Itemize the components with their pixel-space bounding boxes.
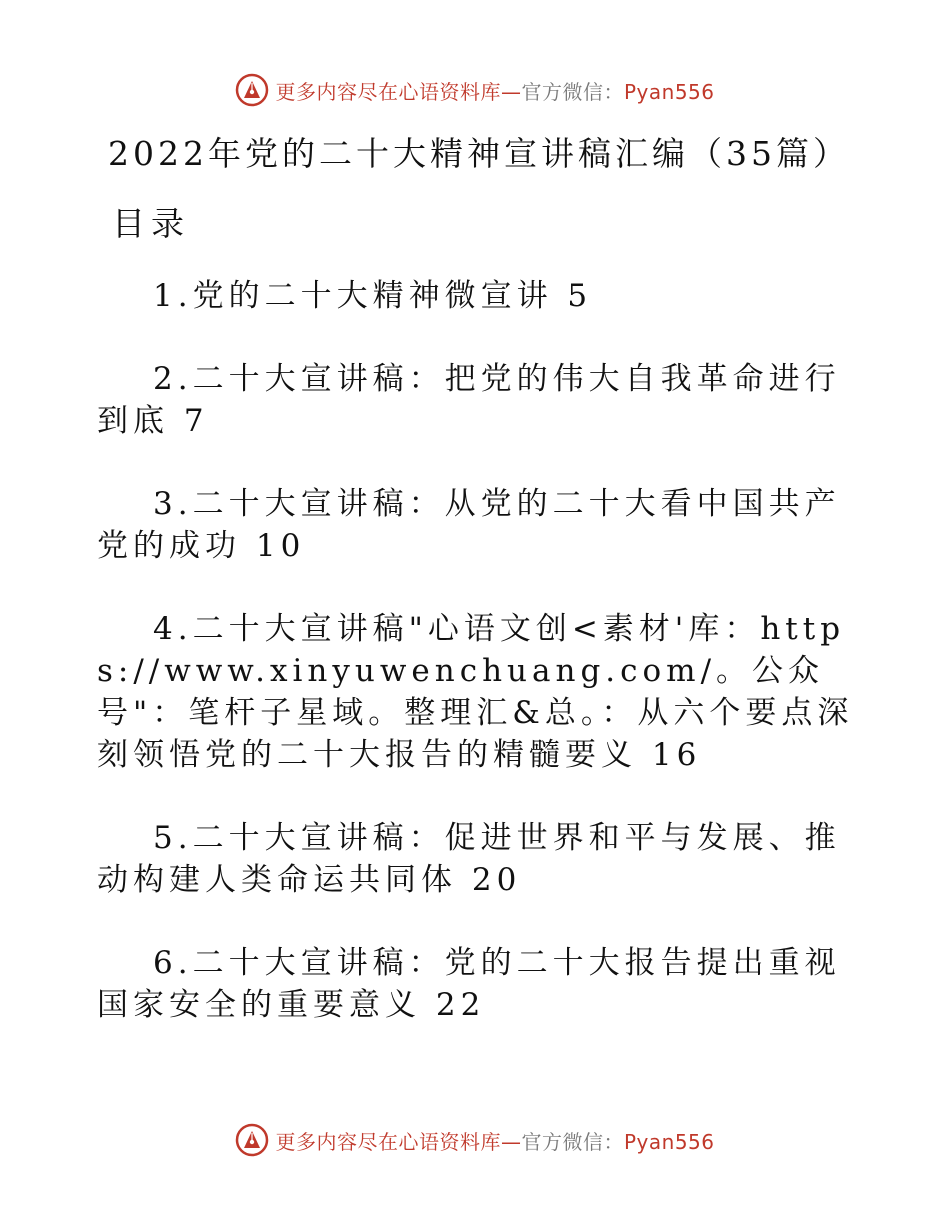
watermark-banner-top bbox=[0, 70, 950, 110]
toc-item-2[interactable]: 2.二十大宣讲稿：把党的伟大自我革命进行到底 7 bbox=[97, 361, 841, 439]
watermark-dash: — bbox=[500, 79, 522, 104]
watermark-wechat-id: Pyan556 bbox=[623, 1129, 715, 1154]
watermark-wechat-label: 官方微信： bbox=[521, 1129, 624, 1154]
toc-item-5[interactable]: 5.二十大宣讲稿：促进世界和平与发展、推动构建人类命运共同体 20 bbox=[97, 820, 841, 898]
toc-item-6[interactable]: 6.二十大宣讲稿：党的二十大报告提出重视国家安全的重要意义 22 bbox=[97, 945, 841, 1023]
watermark-wechat-label: 官方微信： bbox=[521, 79, 624, 104]
toc-item-3[interactable]: 3.二十大宣讲稿：从党的二十大看中国共产党的成功 10 bbox=[97, 486, 841, 564]
watermark-site-name: 更多内容尽在心语资料库 bbox=[275, 79, 501, 104]
toc-item-1[interactable]: 1.党的二十大精神微宣讲 5 bbox=[153, 278, 593, 314]
watermark-site-name: 更多内容尽在心语资料库 bbox=[275, 1129, 501, 1154]
toc-list bbox=[97, 275, 857, 1067]
toc-heading: 目录 bbox=[112, 204, 190, 243]
watermark-text bbox=[275, 76, 714, 105]
watermark-dash: — bbox=[500, 1129, 522, 1154]
watermark-wechat-id: Pyan556 bbox=[623, 79, 715, 104]
fountain-pen-nib-icon bbox=[235, 73, 269, 107]
toc-item-4[interactable]: 4.二十大宣讲稿"心语文创<素材'库：https://www.xinyuwenchuang.com/。公众号"：笔杆子星域。整理汇&总。：从六个要点深刻领悟党的二十大报告的精髓要义 16 bbox=[97, 611, 854, 773]
document-title: 2022年党的二十大精神宣讲稿汇编（35篇） bbox=[108, 134, 850, 173]
fountain-pen-nib-icon bbox=[235, 1123, 269, 1157]
watermark-text bbox=[275, 1126, 714, 1155]
watermark-banner-bottom bbox=[0, 1120, 950, 1160]
